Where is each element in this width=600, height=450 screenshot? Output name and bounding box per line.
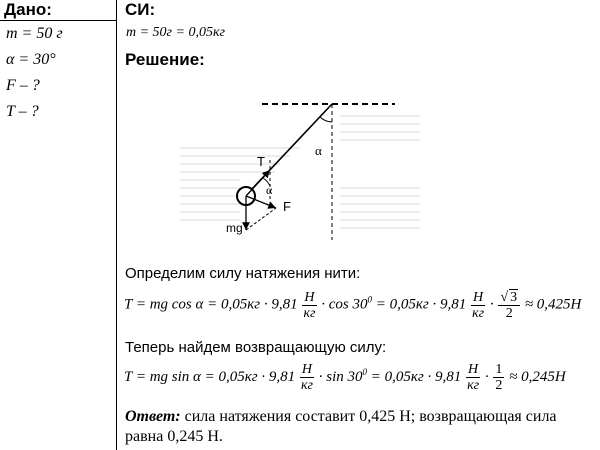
f2-den: 2 bbox=[495, 378, 503, 393]
f1-unit-num: Н bbox=[304, 289, 315, 305]
f1-dot: · bbox=[489, 296, 494, 313]
f2-unit2-num: Н bbox=[468, 362, 479, 377]
f1-lhs: T = mg cos α = 0,05кг · 9,81 bbox=[124, 296, 298, 313]
given-header-underline bbox=[0, 20, 116, 21]
si-title: СИ: bbox=[125, 0, 156, 19]
f2-mid2: = 0,05кг · 9,81 bbox=[370, 368, 462, 385]
given-title: Дано: bbox=[4, 0, 52, 19]
f2-unit-fraction bbox=[300, 362, 314, 393]
f1-result: ≈ 0,425Н bbox=[524, 296, 582, 313]
force-arrow bbox=[246, 196, 276, 208]
f1-unit2-num: Н bbox=[473, 289, 484, 305]
f2-unit-num: Н bbox=[301, 362, 313, 377]
f1-mid2: = 0,05кг · 9,81 bbox=[375, 296, 467, 313]
f1-unit2-den: кг bbox=[472, 305, 485, 321]
label-mg: mg bbox=[226, 221, 243, 235]
answer-line bbox=[125, 408, 557, 426]
f2-unit-den: кг bbox=[300, 378, 313, 393]
f2-unit2-fraction bbox=[466, 362, 480, 393]
si-conversion: m = 50г = 0,05кг bbox=[126, 25, 225, 40]
f2-sin: · sin 30 bbox=[318, 368, 363, 385]
label-t: T bbox=[257, 154, 265, 169]
f2-result: ≈ 0,245Н bbox=[509, 368, 566, 385]
given-mass: m = 50 г bbox=[6, 25, 63, 42]
f1-sqrt-fraction: $\frac{√ 3}{2}$ bbox=[498, 289, 520, 321]
answer-text: сила натяжения составит 0,425 Н; возвращающая сила bbox=[180, 408, 557, 425]
f2-dot: · bbox=[484, 368, 489, 385]
answer-text-line2: равна 0,245 Н. bbox=[125, 428, 223, 445]
solution-title: Решение: bbox=[125, 50, 205, 69]
step2-text: Теперь найдем возвращающую силу: bbox=[125, 339, 387, 356]
f1-unit2-fraction bbox=[471, 290, 485, 321]
formula-restoring bbox=[124, 362, 566, 393]
given-find-f: F – ? bbox=[6, 77, 40, 94]
label-alpha-ball: α bbox=[266, 183, 273, 197]
f1-deg: 0 bbox=[367, 294, 373, 305]
f2-num: 1 bbox=[495, 362, 503, 377]
f2-half-fraction bbox=[493, 362, 504, 393]
label-alpha-top: α bbox=[315, 143, 322, 158]
given-angle: α = 30° bbox=[6, 51, 56, 68]
pendulum-diagram bbox=[180, 90, 420, 250]
f1-den: 2 bbox=[505, 306, 513, 321]
label-f: F bbox=[283, 199, 291, 214]
f1-sqrt-val: 3 bbox=[510, 290, 518, 305]
formula-tension bbox=[124, 289, 581, 321]
f2-deg: 0 bbox=[362, 366, 368, 377]
given-find-t: T – ? bbox=[6, 103, 39, 120]
f2-unit2-den: кг bbox=[467, 378, 480, 393]
column-divider bbox=[116, 0, 117, 450]
answer-label: Ответ: bbox=[125, 408, 181, 425]
step1-text: Определим силу натяжения нити: bbox=[125, 265, 361, 282]
f2-lhs: T = mg sin α = 0,05кг · 9,81 bbox=[124, 368, 296, 385]
f1-cos: · cos 30 bbox=[321, 296, 368, 313]
f1-unit-fraction bbox=[302, 290, 316, 321]
f1-unit-den: кг bbox=[303, 305, 316, 321]
